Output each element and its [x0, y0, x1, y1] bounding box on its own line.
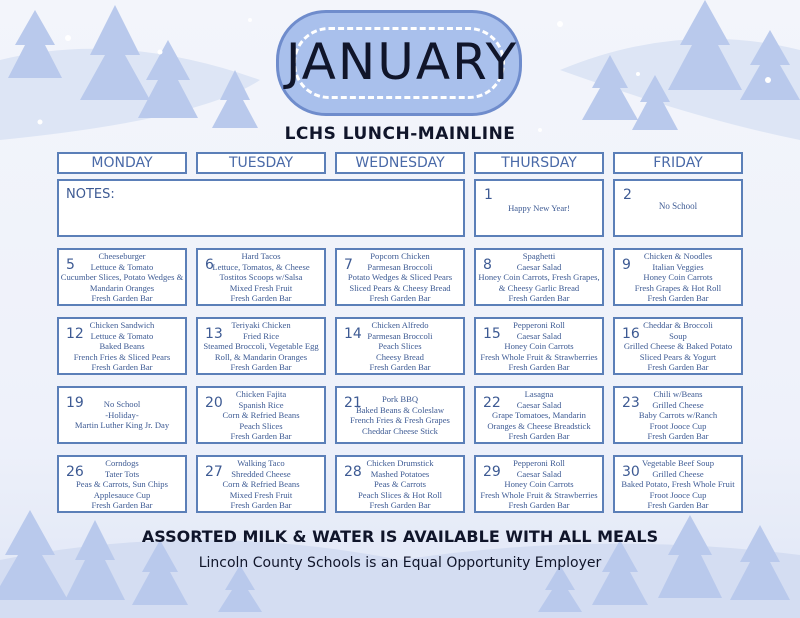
header-monday: MONDAY [57, 152, 187, 174]
menu-subtitle: LCHS LUNCH-MAINLINE [284, 124, 516, 144]
day-cell [474, 179, 604, 237]
menu-item: Fresh Garden Bar [508, 500, 570, 511]
day-cell [613, 317, 743, 375]
menu-item: Fresh Garden Bar [647, 431, 709, 442]
day-cell [474, 386, 604, 444]
menu-item: Chicken Fajita [235, 389, 287, 399]
menu-items [59, 399, 185, 431]
menu-item: Walking Taco [237, 458, 285, 468]
menu-item: Grilled Cheese [652, 468, 704, 479]
menu-items [476, 458, 602, 511]
menu-item: Chicken Sandwich [89, 320, 155, 330]
menu-item: Mandarin Oranges [89, 282, 155, 293]
menu-items [615, 251, 741, 304]
menu-items [615, 458, 741, 511]
menu-item: Fresh Garden Bar [230, 293, 292, 304]
menu-item: French Fries & Sliced Pears [73, 351, 171, 362]
menu-item: Vegetable Beef Soup [641, 458, 715, 468]
menu-item: Caesar Salad [516, 261, 562, 272]
menu-item: Spanish Rice [238, 399, 284, 410]
menu-item: Grilled Cheese [652, 399, 704, 410]
menu-item: Caesar Salad [516, 468, 562, 479]
menu-item: Fresh Garden Bar [91, 293, 153, 304]
menu-item: Fresh Garden Bar [91, 362, 153, 373]
day-cell [474, 317, 604, 375]
notes-label: NOTES: [66, 187, 115, 202]
menu-items [337, 320, 463, 373]
menu-items [198, 458, 324, 511]
day-cell [57, 386, 187, 444]
menu-item: Corn & Refried Beans [222, 410, 300, 421]
menu-item: Oranges & Cheese Breadstick [487, 420, 591, 431]
day-number: 15 [483, 326, 501, 342]
menu-item: Lettuce & Tomato [90, 330, 154, 341]
menu-item: Pork BBQ [381, 394, 419, 404]
day-cell [474, 248, 604, 306]
day-number: 22 [483, 395, 501, 411]
menu-item: Cheesy Bread [376, 351, 424, 362]
menu-item: Tater Tots [104, 468, 140, 479]
menu-item: Lettuce & Tomato [90, 261, 154, 272]
menu-item: Fresh Garden Bar [230, 431, 292, 442]
day-number: 1 [484, 187, 493, 203]
day-number: 13 [205, 326, 223, 342]
menu-item: Peach Slices & Hot Roll [357, 489, 443, 500]
menu-item: Roll, & Mandarin Oranges [214, 351, 308, 362]
day-number: 5 [66, 257, 75, 273]
day-number: 27 [205, 464, 223, 480]
menu-item: Baked Potato, Fresh Whole Fruit [621, 479, 735, 490]
menu-item: Pepperoni Roll [513, 320, 565, 330]
day-number: 6 [205, 257, 214, 273]
menu-item: Fresh Garden Bar [647, 500, 709, 511]
menu-item: Fresh Garden Bar [369, 500, 431, 511]
menu-item: Fresh Garden Bar [230, 500, 292, 511]
day-number: 21 [344, 395, 362, 411]
menu-items [198, 389, 324, 442]
menu-item: Peach Slices [378, 341, 422, 352]
day-cell [613, 455, 743, 513]
menu-item: Hard Tacos [241, 251, 281, 261]
month-title: JANUARY [285, 33, 519, 91]
menu-item: Steamed Broccoli, Vegetable Egg [203, 341, 319, 352]
menu-item: & Cheesy Garlic Bread [498, 282, 580, 293]
menu-item: Italian Veggies [652, 261, 704, 272]
day-number: 16 [622, 326, 640, 342]
menu-items [476, 320, 602, 373]
day-cell [196, 317, 326, 375]
day-number: 29 [483, 464, 501, 480]
menu-item: Mixed Fresh Fruit [229, 489, 293, 500]
menu-item: Sliced Pears & Cheesy Bread [349, 282, 451, 293]
day-number: 20 [205, 395, 223, 411]
header-thursday: THURSDAY [474, 152, 604, 174]
menu-item: Peas & Carrots [373, 479, 427, 490]
menu-item: Peas & Carrots, Sun Chips [76, 479, 168, 490]
menu-item: Fresh Garden Bar [647, 293, 709, 304]
menu-item: Chicken & Noodles [643, 251, 713, 261]
menu-items [337, 458, 463, 511]
menu-item: Fresh Garden Bar [230, 362, 292, 373]
menu-item: No School [103, 399, 141, 409]
menu-item: No School [658, 201, 698, 211]
menu-items [615, 201, 741, 212]
menu-item: Honey Coin Carrots [643, 272, 713, 283]
header-tuesday: TUESDAY [196, 152, 326, 174]
menu-item: Fresh Grapes & Hot Roll [634, 282, 722, 293]
day-cell [196, 386, 326, 444]
menu-item: Fried Rice [242, 330, 280, 341]
menu-items [59, 251, 185, 304]
day-cell [57, 317, 187, 375]
menu-item: Grilled Cheese & Baked Potato [623, 341, 733, 352]
menu-item: Parmesan Broccoli [367, 330, 433, 341]
menu-item: Peach Slices [239, 420, 283, 431]
day-number: 14 [344, 326, 362, 342]
menu-item: Lasagna [524, 389, 554, 399]
menu-item: Cheddar & Broccoli [643, 320, 713, 330]
employer-statement: Lincoln County Schools is an Equal Opportunity Employer [198, 555, 602, 571]
menu-item: Chicken Drumstick [366, 458, 434, 468]
menu-item: Parmesan Broccoli [367, 261, 433, 272]
menu-item: Fresh Garden Bar [508, 293, 570, 304]
menu-item: Martin Luther King Jr. Day [74, 420, 170, 431]
menu-items [337, 251, 463, 304]
menu-item: Mixed Fresh Fruit [229, 282, 293, 293]
menu-item: Fresh Garden Bar [508, 431, 570, 442]
menu-item: Fresh Garden Bar [647, 362, 709, 373]
menu-item: Fresh Whole Fruit & Strawberries [480, 351, 598, 362]
menu-item: French Fries & Fresh Grapes [350, 415, 450, 426]
menu-item: Cheddar Cheese Stick [362, 425, 438, 436]
day-number: 28 [344, 464, 362, 480]
menu-item: Fresh Garden Bar [91, 500, 153, 511]
menu-item: Baked Beans [99, 341, 145, 352]
menu-item: Baked Beans & Coleslaw [355, 404, 445, 415]
menu-item: Lettuce, Tomatos, & Cheese [212, 261, 310, 272]
day-cell [613, 386, 743, 444]
header-wednesday: WEDNESDAY [335, 152, 465, 174]
day-number: 12 [66, 326, 84, 342]
menu-items [198, 251, 324, 304]
day-cell [196, 248, 326, 306]
menu-item: Honey Coin Carrots, Fresh Grapes, [478, 272, 600, 283]
day-number: 8 [483, 257, 492, 273]
menu-item: Cheeseburger [98, 251, 146, 261]
menu-item: Chili w/Beans [653, 389, 703, 399]
day-cell [335, 317, 465, 375]
menu-item: Grape Tomatoes, Mandarin [492, 410, 586, 421]
menu-items [476, 203, 602, 214]
menu-items [59, 458, 185, 511]
menu-item: Fresh Garden Bar [369, 293, 431, 304]
menu-item: Sliced Pears & Yogurt [639, 351, 717, 362]
menu-items [615, 320, 741, 373]
menu-item: Corndogs [105, 458, 139, 468]
menu-item: Cucumber Slices, Potato Wedges & [60, 272, 184, 283]
menu-item: Shredded Cheese [231, 468, 291, 479]
menu-item: Mashed Potatoes [370, 468, 430, 479]
day-cell [474, 455, 604, 513]
day-number: 19 [66, 395, 84, 411]
menu-item: Potato Wedges & Sliced Pears [347, 272, 453, 283]
menu-item: Baby Carrots w/Ranch [638, 410, 718, 421]
menu-items [59, 320, 185, 373]
menu-item: Happy New Year! [508, 203, 570, 213]
menu-item: Honey Coin Carrots [504, 341, 574, 352]
month-title-banner [276, 10, 522, 116]
day-number: 2 [623, 187, 632, 203]
menu-items [337, 394, 463, 436]
milk-water-notice: ASSORTED MILK & WATER IS AVAILABLE WITH ALL MEALS [141, 527, 659, 546]
day-cell [57, 248, 187, 306]
day-cell [335, 455, 465, 513]
menu-item: Caesar Salad [516, 330, 562, 341]
day-cell [57, 455, 187, 513]
day-cell [196, 455, 326, 513]
menu-items [198, 320, 324, 373]
menu-item: -Holiday- [105, 409, 139, 420]
menu-item: Teriyaki Chicken [231, 320, 291, 330]
menu-item: Soup [669, 330, 687, 341]
menu-item: Popcorn Chicken [370, 251, 430, 261]
menu-item: Caesar Salad [516, 399, 562, 410]
day-number: 7 [344, 257, 353, 273]
menu-items [476, 389, 602, 442]
day-cell [613, 248, 743, 306]
menu-items [615, 389, 741, 442]
menu-items [476, 251, 602, 304]
day-cell [335, 248, 465, 306]
menu-item: Applesauce Cup [93, 489, 151, 500]
day-number: 23 [622, 395, 640, 411]
menu-item: Spaghetti [522, 251, 556, 261]
menu-item: Fresh Garden Bar [508, 362, 570, 373]
menu-item: Tostitos Scoops w/Salsa [219, 272, 303, 283]
menu-item: Fresh Whole Fruit & Strawberries [480, 489, 598, 500]
menu-item: Froot Jooce Cup [649, 489, 707, 500]
day-number: 9 [622, 257, 631, 273]
menu-item: Corn & Refried Beans [222, 479, 300, 490]
menu-item: Pepperoni Roll [513, 458, 565, 468]
day-number: 26 [66, 464, 84, 480]
day-cell [613, 179, 743, 237]
notes-box [57, 179, 465, 237]
menu-item: Froot Jooce Cup [649, 420, 707, 431]
menu-item: Chicken Alfredo [371, 320, 429, 330]
menu-item: Honey Coin Carrots [504, 479, 574, 490]
day-cell [335, 386, 465, 444]
day-number: 30 [622, 464, 640, 480]
menu-item: Fresh Garden Bar [369, 362, 431, 373]
header-friday: FRIDAY [613, 152, 743, 174]
